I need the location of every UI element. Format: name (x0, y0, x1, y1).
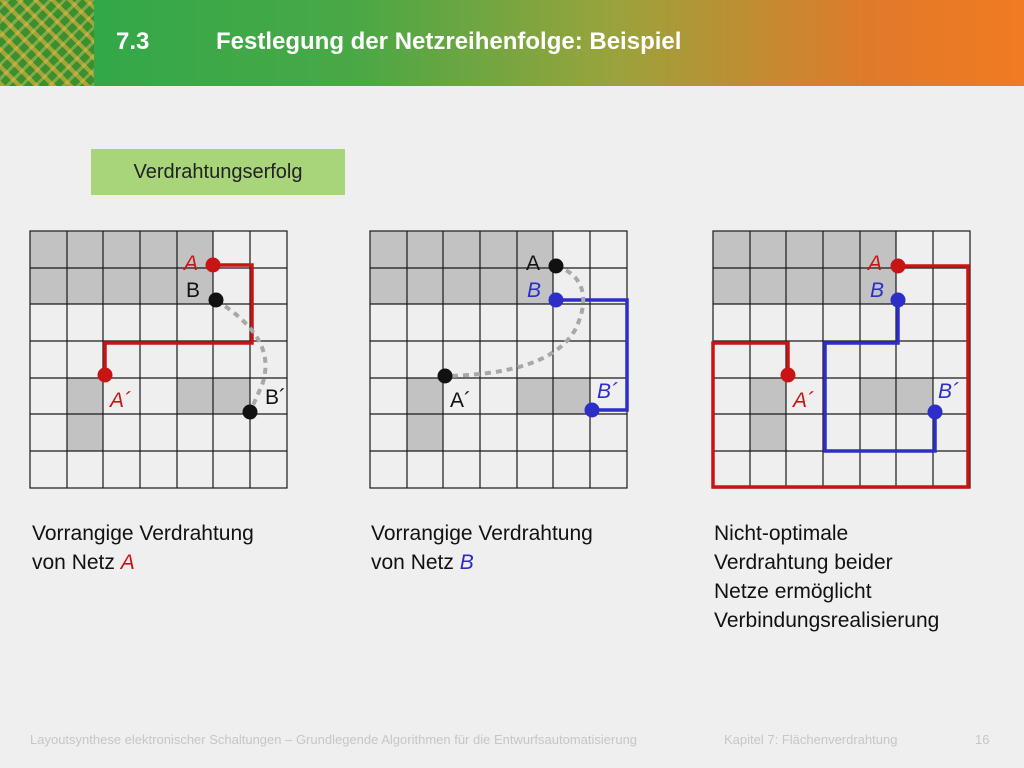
footer-chapter: Kapitel 7: Flächenverdrahtung (724, 732, 898, 747)
caption-left (32, 519, 254, 577)
label-a: A (184, 252, 199, 275)
footer-course: Layoutsynthese elektronischer Schaltungen – Grundlegende Algorithmen für die Entwurfsautomatisierung (30, 732, 638, 747)
caption-text: von Netz (371, 551, 460, 574)
pin-b (209, 293, 224, 308)
caption-text: von Netz (32, 551, 121, 574)
label-a: A (526, 252, 541, 275)
footer-page-number: 16 (975, 732, 990, 747)
pin-b-prime (928, 405, 943, 420)
label-b: B (186, 279, 201, 302)
pin-a-prime (438, 369, 453, 384)
grid-right (713, 231, 970, 488)
pin-a-prime (98, 368, 113, 383)
pin-a (549, 259, 564, 274)
caption-line: Verdrahtung beider (714, 551, 893, 574)
pin-a (206, 258, 221, 273)
pin-b-prime (243, 405, 258, 420)
pin-b-prime (585, 403, 600, 418)
caption-line: Vorrangige Verdrahtung (371, 522, 593, 545)
caption-middle (371, 519, 593, 577)
caption-line (371, 548, 593, 577)
net-b-name: B (459, 551, 474, 574)
section-number: 7.3 (116, 28, 150, 55)
success-badge: Verdrahtungserfolg (91, 149, 345, 195)
caption-line: Verbindungsrealisierung (714, 609, 940, 632)
net-a-name: A (120, 551, 135, 574)
caption-line: Netze ermöglicht (714, 580, 872, 603)
label-b: B (527, 279, 542, 302)
page-title: Festlegung der Netzreihenfolge: Beispiel (216, 28, 682, 55)
label-a: A (868, 252, 883, 275)
label-a-prime: A´ (450, 389, 471, 412)
pin-b (891, 293, 906, 308)
caption-line: Vorrangige Verdrahtung (32, 522, 254, 545)
caption-line (32, 548, 254, 577)
label-b-prime: B´ (938, 380, 959, 403)
pin-a (891, 259, 906, 274)
caption-line: Nicht-optimale (714, 522, 849, 545)
pin-b (549, 293, 564, 308)
grid-middle (370, 231, 627, 488)
pin-a-prime (781, 368, 796, 383)
label-b: B (870, 279, 885, 302)
label-a-prime: A´ (793, 389, 814, 412)
caption-right (714, 519, 939, 635)
label-b-prime: B´ (265, 386, 286, 409)
label-a-prime: A´ (110, 389, 131, 412)
grid-left (30, 231, 287, 488)
label-b-prime: B´ (597, 380, 618, 403)
